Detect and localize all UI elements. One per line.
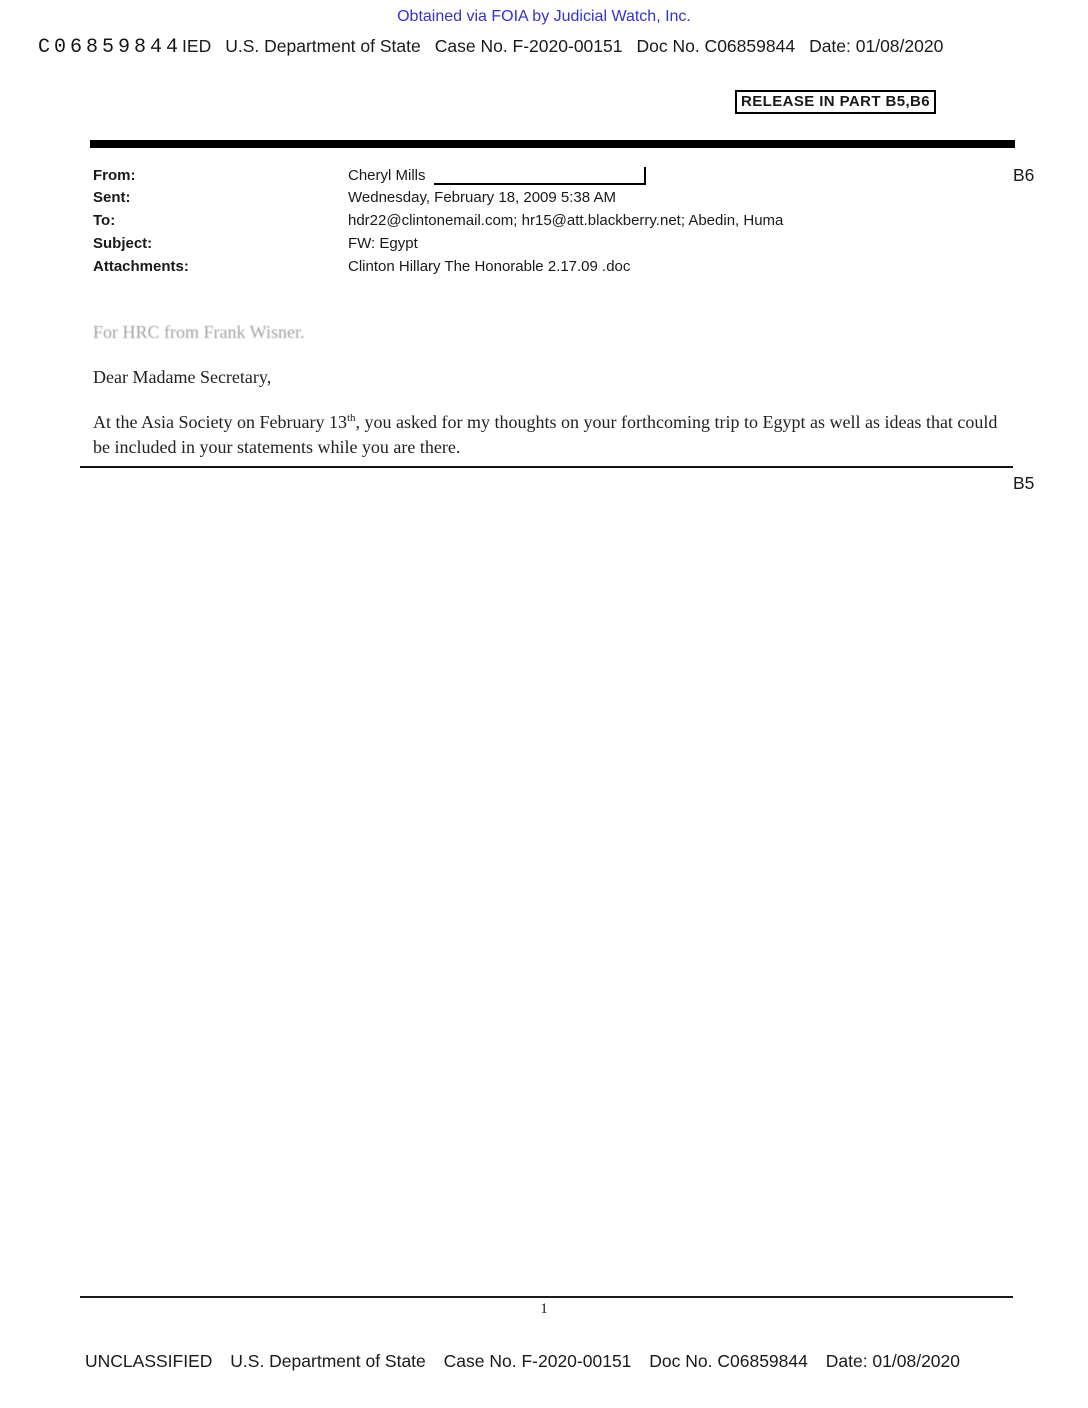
- header-doc-no: Doc No. C06859844: [636, 36, 796, 56]
- doc-id-stamp: C06859844: [38, 36, 183, 59]
- footer-department: U.S. Department of State: [230, 1351, 426, 1371]
- email-header: [93, 166, 783, 281]
- email-field-attachments: [93, 258, 783, 281]
- sent-value: Wednesday, February 18, 2009 5:38 AM: [348, 189, 616, 206]
- exemption-b5-marker: B5: [1013, 473, 1035, 493]
- exemption-b6-marker: B6: [1013, 165, 1035, 185]
- from-value: Cheryl Mills: [348, 166, 646, 184]
- email-field-sent: [93, 189, 783, 212]
- page-number: 1: [540, 1301, 548, 1317]
- footer-classification: UNCLASSIFIED: [85, 1351, 213, 1371]
- to-value: hdr22@clintonemail.com; hr15@att.blackberry.net; Abedin, Huma: [348, 212, 784, 229]
- email-field-subject: [93, 235, 783, 258]
- doc-header-line: [38, 36, 943, 59]
- email-field-from: [93, 166, 783, 189]
- footer-doc-no: Doc No. C06859844: [649, 1351, 808, 1371]
- to-label: To:: [93, 212, 116, 229]
- header-case-no: Case No. F-2020-00151: [434, 36, 623, 56]
- sent-label: Sent:: [93, 189, 131, 206]
- header-department: U.S. Department of State: [225, 36, 421, 56]
- superscript-th: th: [346, 412, 356, 424]
- release-in-part-stamp: RELEASE IN PART B5,B6: [735, 90, 936, 114]
- subject-value: FW: Egypt: [348, 235, 418, 252]
- b5-redaction-rule: [80, 466, 1013, 468]
- body-paragraph: At the Asia Society on February 13th, you asked for my thoughts on your forthcoming trip to Egypt as well as ideas that could be included in your statements while you are there.: [93, 412, 998, 457]
- body-faded-line: For HRC from Frank Wisner.: [93, 322, 305, 342]
- email-field-to: [93, 212, 783, 235]
- doc-footer-line: [85, 1351, 960, 1372]
- subject-label: Subject:: [93, 235, 153, 252]
- classification-remnant: IED: [182, 36, 212, 56]
- foia-banner: Obtained via FOIA by Judicial Watch, Inc.: [397, 8, 691, 25]
- footer-date: Date: 01/08/2020: [825, 1351, 961, 1371]
- redaction-outline: [434, 167, 646, 185]
- footer-rule: [80, 1296, 1013, 1298]
- header-date: Date: 01/08/2020: [809, 36, 944, 56]
- attachments-label: Attachments:: [93, 258, 189, 275]
- footer-case-no: Case No. F-2020-00151: [443, 1351, 632, 1371]
- from-label: From:: [93, 167, 136, 184]
- attachments-value: Clinton Hillary The Honorable 2.17.09 .doc: [348, 258, 631, 275]
- header-divider-bar: [90, 140, 1015, 148]
- body-salutation: Dear Madame Secretary,: [93, 367, 272, 387]
